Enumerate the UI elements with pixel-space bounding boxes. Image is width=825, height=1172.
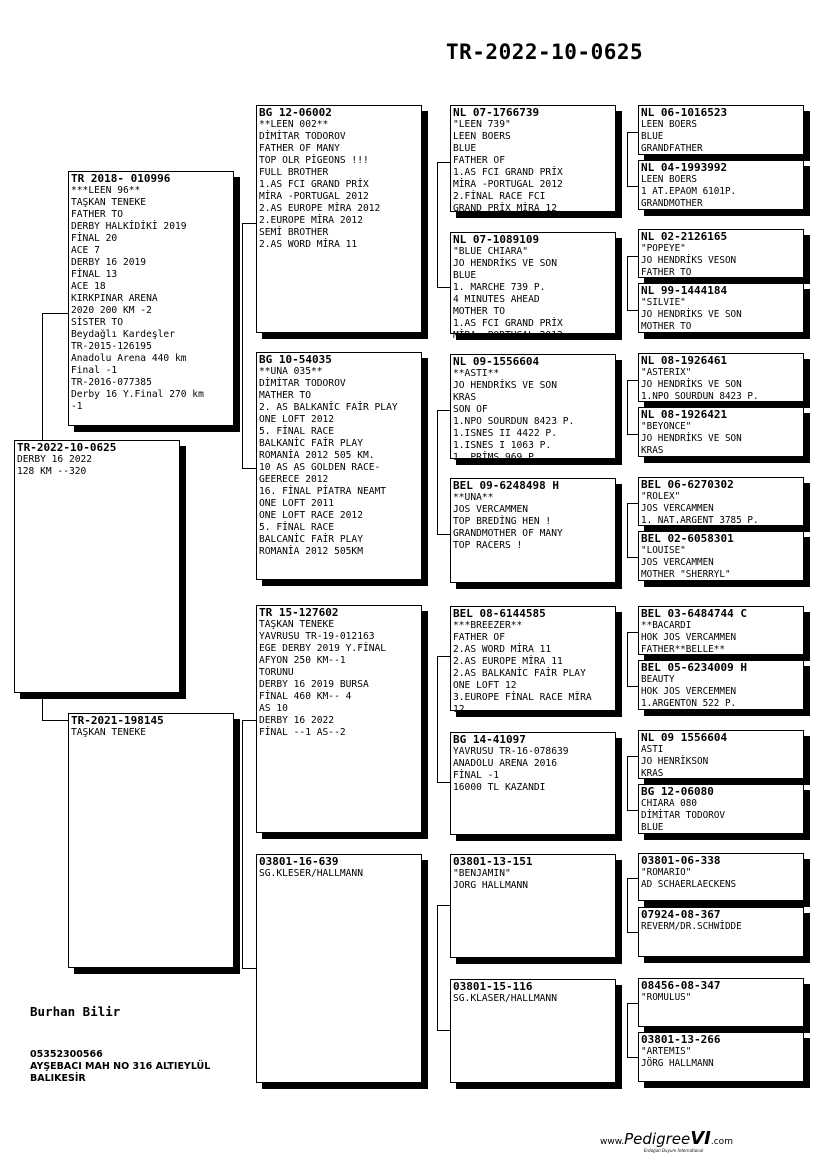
pigeon-info-line: KRAS: [641, 768, 664, 779]
pigeon-ring-number: BEL 09-6248498 H: [453, 479, 559, 492]
subject-pigeon-box: [14, 440, 180, 693]
pigeon-info-line: BLUE: [453, 143, 477, 154]
pigeon-info-line: MİRA -PORTUGAL 2012: [453, 179, 563, 190]
pigeon-info-line: ROMANİA 2012 505 KM.: [259, 450, 375, 461]
pigeon-info-line: FATHER OF: [453, 632, 505, 643]
owner-name: Burhan Bilir: [30, 1004, 121, 1019]
connector: [627, 132, 628, 186]
connector: [242, 223, 257, 224]
pigeon-ring-number: BEL 02-6058301: [641, 532, 734, 545]
pigeon-info-line: 1.AS FCI GRAND PRİX: [453, 318, 563, 329]
pedigree-title: TR-2022-10-0625: [446, 40, 644, 64]
pigeon-info-line: FATHER OF: [453, 155, 505, 166]
pigeon-info-line: 128 KM --320: [17, 466, 87, 477]
owner-phone: 05352300566: [30, 1049, 103, 1060]
pigeon-info-line: TAŞKAN TENEKE: [71, 197, 147, 208]
pigeon-ring-number: 07924-08-367: [641, 908, 721, 921]
pigeon-info-line: YAVRUSU TR-19-012163: [259, 631, 375, 642]
pigeon-info-line: 1. PRİMS 969 P.: [453, 452, 540, 463]
pigeon-info-line: TR-2016-077385: [71, 377, 152, 388]
connector: [627, 686, 638, 687]
pigeon-info-line: 2020 200 KM -2: [71, 305, 152, 316]
pigeon-info-line: TAŞKAN TENEKE: [259, 619, 335, 630]
pigeon-info-line: DİMİTAR TODOROV: [259, 131, 346, 142]
pigeon-info-line: 3.EUROPE FİNAL RACE MİRA: [453, 692, 592, 703]
pigeon-ring-number: TR-2022-10-0625: [17, 441, 117, 454]
pigeon-ring-number: BEL 05-6234009 H: [641, 661, 747, 674]
pigeon-info-line: JOS VERCAMMEN: [641, 503, 714, 514]
g4-box-8: [638, 531, 804, 581]
g4-box-1: [638, 105, 804, 155]
pigeon-info-line: JOS VERCAMMEN: [453, 504, 529, 515]
pigeon-info-line: DİMİTAR TODOROV: [641, 810, 725, 821]
pigeon-ring-number: BEL 06-6270302: [641, 478, 734, 491]
pigeon-info-line: Derby 16 Y.Final 270 km: [71, 389, 204, 400]
logo-brand: Pedigree: [624, 1130, 691, 1148]
connector: [627, 380, 638, 381]
pigeon-info-line: **UNA 035**: [259, 366, 323, 377]
pigeon-info-line: GRANDMOTHER OF MANY: [453, 528, 563, 539]
connector: [42, 313, 69, 314]
sss-box: [450, 105, 616, 212]
pigeon-info-line: JO HENDRİKS VE SON: [641, 309, 742, 320]
g4-box-5: [638, 353, 804, 402]
pigeon-info-line: KRAS: [453, 392, 477, 403]
pigeon-info-line: JO HENDRİKS VE SON: [453, 380, 557, 391]
pigeon-info-line: EGE DERBY 2019 Y.FİNAL: [259, 643, 387, 654]
pigeon-ring-number: 08456-08-347: [641, 979, 721, 992]
logo-tagline: Erdoğan Duyum İnternational: [644, 1148, 704, 1153]
pigeon-info-line: FATHER**BELLE**: [641, 644, 725, 655]
connector: [627, 256, 638, 257]
pigeon-info-line: 1. MARCHE 739 P.: [453, 282, 546, 293]
pigeon-ring-number: 03801-16-639: [259, 855, 339, 868]
pigeon-ring-number: BEL 03-6484744 C: [641, 607, 747, 620]
connector: [437, 905, 438, 1030]
pigeon-info-line: 2.AS BALKANİC FAİR PLAY: [453, 668, 586, 679]
pigeon-info-line: 5. FİNAL RACE: [259, 522, 335, 533]
pigeon-info-line: MİRA -PORTUGAL 2012: [259, 191, 369, 202]
pigeon-info-line: ANADOLU ARENA 2016: [453, 758, 557, 769]
connector: [437, 162, 450, 163]
pigeon-info-line: FATHER OF MANY: [259, 143, 340, 154]
g4-box-2: [638, 160, 804, 210]
pigeon-ring-number: BEL 08-6144585: [453, 607, 546, 620]
pigeon-info-line: LEEN BOERS: [641, 174, 697, 185]
pigeon-info-line: "ARTEMIS": [641, 1046, 692, 1057]
pigeon-info-line: MİRA -PORTUGAL 2012: [453, 330, 563, 341]
pigeon-info-line: AFYON 250 KM--1: [259, 655, 346, 666]
connector: [437, 656, 450, 657]
g4-box-11: [638, 730, 804, 779]
pigeon-info-line: TAŞKAN TENEKE: [71, 727, 147, 738]
pigeon-info-line: TOP RACERS !: [453, 540, 523, 551]
pigeon-info-line: Anadolu Arena 440 km: [71, 353, 187, 364]
pigeon-info-line: **LEEN 002**: [259, 119, 329, 130]
pigeon-info-line: ONE LOFT RACE 2012: [259, 510, 363, 521]
pigeon-info-line: 2.AS EUROPE MİRA 2012: [259, 203, 381, 214]
pigeon-info-line: SG.KLASER/HALLMANN: [453, 993, 557, 1004]
connector: [42, 720, 69, 721]
pigeon-info-line: ONE LOFT 12: [453, 680, 517, 691]
pigeon-info-line: REVERM/DR.SCHWİDDE: [641, 921, 742, 932]
ssd-box: [450, 232, 616, 341]
pigeon-info-line: MOTHER "SHERRYL": [641, 569, 731, 580]
pigeon-info-line: DERBY 16 2019: [71, 257, 147, 268]
g4-box-7: [638, 477, 804, 526]
pigeon-info-line: BALCANİC FAİR PLAY: [259, 534, 363, 545]
pigeon-info-line: "LEEN 739": [453, 119, 511, 130]
pigeon-info-line: ***BREEZER**: [453, 620, 523, 631]
g4-box-14: [638, 907, 804, 957]
pigeon-info-line: ONE LOFT 2011: [259, 498, 335, 509]
pigeon-info-line: 1. NAT.ARGENT 3785 P.: [641, 515, 759, 526]
sire-dam-box: [256, 352, 422, 580]
pigeon-info-line: ***LEEN 96**: [71, 185, 141, 196]
pigeon-info-line: TORUNU: [259, 667, 294, 678]
pigeon-info-line: "SILVIE": [641, 297, 686, 308]
pigeon-info-line: "BENJAMIN": [453, 868, 511, 879]
pigeon-info-line: FULL BROTHER: [259, 167, 329, 178]
pigeon-ring-number: NL 07-1766739: [453, 106, 540, 119]
pigeon-info-line: 16000 TL KAZANDI: [453, 782, 546, 793]
pigeon-info-line: 16. FİNAL PİATRA NEAMT: [259, 486, 387, 497]
pigeon-info-line: 2.AS WORD MİRA 11: [453, 644, 552, 655]
connector: [437, 905, 450, 906]
pigeon-info-line: ROMANİA 2012 505KM: [259, 546, 363, 557]
connector: [242, 720, 243, 968]
dsd-box: [450, 732, 616, 835]
pigeon-info-line: "ROMULUS": [641, 992, 692, 1003]
pigeon-ring-number: TR 15-127602: [259, 606, 339, 619]
pigeon-ring-number: NL 02-2126165: [641, 230, 728, 243]
pigeon-info-line: BALKANİC FAİR PLAY: [259, 438, 363, 449]
connector: [627, 756, 638, 757]
pigeon-info-line: Beydağlı Kardeşler: [71, 329, 175, 340]
pigeon-info-line: FİNAL -1: [453, 770, 500, 781]
pigeon-info-line: "ROLEX": [641, 491, 681, 502]
connector: [627, 632, 628, 686]
connector: [627, 380, 628, 434]
pigeon-info-line: 2.AS EUROPE MİRA 11: [453, 656, 563, 667]
owner-contact: [30, 1049, 210, 1085]
logo-suffix: .com: [710, 1137, 733, 1147]
connector: [627, 1003, 628, 1057]
pigeon-info-line: BLUE: [641, 131, 664, 142]
pigeon-info-line: JORG HALLMANN: [453, 880, 529, 891]
connector: [437, 162, 438, 287]
pigeon-info-line: 2.EUROPE MİRA 2012: [259, 215, 363, 226]
connector: [627, 256, 628, 310]
connector: [627, 434, 638, 435]
pigeon-info-line: JO HENRİKSON: [641, 756, 709, 767]
pigeon-info-line: 12: [453, 704, 465, 715]
pigeon-info-line: JO HENDRİKS VE SON: [453, 258, 557, 269]
pigeon-info-line: KRAS: [641, 445, 664, 456]
sds-box: [450, 354, 616, 463]
pigeon-info-line: SG.KLESER/HALLMANN: [259, 868, 363, 879]
pigeon-info-line: DERBY HALKİDİKİ 2019: [71, 221, 187, 232]
pigeon-ring-number: NL 04-1993992: [641, 161, 728, 174]
pigeon-info-line: 1 AT.EPAOM 6101P.: [641, 186, 737, 197]
connector: [437, 1030, 450, 1031]
dam-dam-box: [256, 854, 422, 1083]
connector: [627, 878, 638, 879]
pigeon-info-line: 1.ISNES I 1063 P.: [453, 440, 552, 451]
g4-box-4: [638, 283, 804, 333]
pigeon-info-line: 10 AS AS GOLDEN RACE-: [259, 462, 381, 473]
pigeon-info-line: FATHER TO: [71, 209, 123, 220]
pigeon-info-line: JOS VERCAMMEN: [641, 557, 714, 568]
pigeon-info-line: FİNAL 460 KM-- 4: [259, 691, 352, 702]
pigeon-info-line: GEERECE 2012: [259, 474, 329, 485]
pigeon-info-line: MOTHER TO: [641, 321, 692, 332]
pigeon-info-line: "ROMARIO": [641, 867, 692, 878]
dam-sire-box: [256, 605, 422, 833]
pigeon-info-line: "BEYONCE": [641, 421, 692, 432]
pigeon-info-line: JO HENDRİKS VE SON: [641, 379, 742, 390]
g4-box-15: [638, 978, 804, 1027]
g4-box-3: [638, 229, 804, 278]
g4-box-9: [638, 606, 804, 655]
pigeon-info-line: 4 MINUTES AHEAD: [453, 294, 540, 305]
connector: [627, 932, 638, 933]
pigeon-ring-number: NL 07-1089109: [453, 233, 540, 246]
connector: [627, 557, 638, 558]
g4-box-16: [638, 1032, 804, 1082]
pigeon-info-line: **BACARDI: [641, 620, 692, 631]
pigeon-info-line: 1.NPO SOURDUN 8423 P.: [453, 416, 575, 427]
pigeon-info-line: FİNAL 20: [71, 233, 118, 244]
pigeon-ring-number: 03801-15-116: [453, 980, 533, 993]
pigeon-info-line: FİNAL --1 AS--2: [259, 727, 346, 738]
connector: [437, 410, 438, 534]
connector: [627, 310, 638, 311]
pigeon-info-line: YAVRUSU TR-16-078639: [453, 746, 569, 757]
pigeon-info-line: SİSTER TO: [71, 317, 123, 328]
pigeon-info-line: MOTHER TO: [453, 306, 505, 317]
pigeon-info-line: CHIARA 080: [641, 798, 697, 809]
connector: [627, 186, 638, 187]
pigeon-ring-number: BG 12-06002: [259, 106, 332, 119]
connector: [627, 503, 638, 504]
pigeon-info-line: SEMİ BROTHER: [259, 227, 329, 238]
pigeon-info-line: GRAND PRİX MİRA 12: [453, 203, 557, 214]
pigeon-ring-number: TR 2018- 010996: [71, 172, 171, 185]
ddd-box: [450, 979, 616, 1083]
pigeon-info-line: JÖRG HALLMANN: [641, 1058, 714, 1069]
dds-box: [450, 854, 616, 958]
pigeon-info-line: MATHER TO: [259, 390, 311, 401]
sdd-box: [450, 478, 616, 583]
pigeon-info-line: FATHER TO: [641, 267, 692, 278]
pigeon-info-line: "BLUE CHIARA": [453, 246, 529, 257]
pigeon-ring-number: NL 09 1556604: [641, 731, 728, 744]
g4-box-6: [638, 407, 804, 457]
connector: [242, 468, 257, 469]
pigeon-info-line: ASTI: [641, 744, 664, 755]
dss-box: [450, 606, 616, 715]
pigeon-info-line: JO HENDRİKS VESON: [641, 255, 737, 266]
pigeon-info-line: HOK JOS VERCEMMEN: [641, 686, 737, 697]
connector: [627, 1003, 638, 1004]
pigeon-info-line: -1: [71, 401, 83, 412]
connector: [627, 756, 628, 810]
pigeon-ring-number: 03801-13-151: [453, 855, 533, 868]
pigeon-info-line: 1.ARGENTON 522 P.: [641, 698, 737, 709]
pigeon-info-line: "LOUISE": [641, 545, 686, 556]
connector: [437, 410, 450, 411]
connector: [437, 656, 438, 782]
pigeon-info-line: DERBY 16 2022: [17, 454, 93, 465]
pigeon-ring-number: NL 06-1016523: [641, 106, 728, 119]
pigeon-ring-number: TR-2021-198145: [71, 714, 164, 727]
pigeon-info-line: 2. AS BALKANİC FAİR PLAY: [259, 402, 398, 413]
pigeon-info-line: 1.ISNES II 4422 P.: [453, 428, 557, 439]
connector: [627, 503, 628, 557]
pigeon-info-line: DERBY 16 2019 BURSA: [259, 679, 369, 690]
connector: [437, 534, 450, 535]
pigeon-info-line: **UNA**: [453, 492, 494, 503]
logo-mark: VI: [690, 1128, 711, 1149]
pigeon-ring-number: NL 09-1556604: [453, 355, 540, 368]
pigeon-info-line: 1.NPO SOURDUN 8423 P.: [641, 391, 759, 402]
pigeon-info-line: "POPEYE": [641, 243, 686, 254]
pigeon-info-line: 1.AS FCI GRAND PRİX: [453, 167, 563, 178]
connector: [242, 720, 257, 721]
owner-address: AYŞEBACI MAH NO 316 ALTIEYLÜL: [30, 1061, 211, 1072]
g4-box-12: [638, 784, 804, 834]
pigeon-info-line: SON OF: [453, 404, 488, 415]
pigeon-info-line: **ASTI**: [453, 368, 500, 379]
pigeon-ring-number: NL 08-1926461: [641, 354, 728, 367]
connector: [242, 223, 243, 468]
pigeon-info-line: ONE LOFT 2012: [259, 414, 335, 425]
pigeon-info-line: DERBY 16 2022: [259, 715, 335, 726]
connector: [627, 132, 638, 133]
connector: [627, 878, 628, 932]
pigeon-ring-number: BG 14-41097: [453, 733, 526, 746]
pigeon-info-line: AD SCHAERLAECKENS: [641, 879, 737, 890]
pigeon-info-line: ACE 18: [71, 281, 106, 292]
pigeon-info-line: TR-2015-126195: [71, 341, 152, 352]
pigeon-ring-number: BG 10-54035: [259, 353, 332, 366]
pigeon-info-line: BEAUTY: [641, 674, 675, 685]
pigeon-info-line: 2.AS WORD MİRA 11: [259, 239, 358, 250]
pigeon-info-line: 5. FİNAL RACE: [259, 426, 335, 437]
pigeon-info-line: FİNAL 13: [71, 269, 118, 280]
connector: [627, 632, 638, 633]
pigeon-info-line: 2.FİNAL RACE FCI: [453, 191, 546, 202]
pigeon-info-line: GRANDFATHER: [641, 143, 703, 154]
pigeon-info-line: LEEN BOERS: [453, 131, 511, 142]
connector: [437, 287, 450, 288]
pigeon-info-line: GRANDMOTHER: [641, 198, 703, 209]
pigeon-ring-number: NL 08-1926421: [641, 408, 728, 421]
pigeon-info-line: TOP OLR PİGEONS !!!: [259, 155, 369, 166]
sire-sire-box: [256, 105, 422, 333]
pigeon-info-line: ACE 7: [71, 245, 100, 256]
owner-city: BALIKESİR: [30, 1073, 86, 1084]
pigeon-info-line: "ASTERIX": [641, 367, 692, 378]
g4-box-13: [638, 853, 804, 901]
pigeon-info-line: BLUE: [453, 270, 477, 281]
pigeon-ring-number: BG 12-06080: [641, 785, 714, 798]
pigeon-ring-number: NL 99-1444184: [641, 284, 728, 297]
logo-prefix: www.: [600, 1137, 625, 1147]
pigeon-info-line: JO HENDRİKS VE SON: [641, 433, 742, 444]
pedigree-logo: [600, 1128, 733, 1153]
connector: [627, 1057, 638, 1058]
pigeon-info-line: LEEN BOERS: [641, 119, 697, 130]
pigeon-info-line: Final -1: [71, 365, 118, 376]
connector: [242, 968, 257, 969]
pigeon-info-line: DİMİTAR TODOROV: [259, 378, 346, 389]
connector: [627, 810, 638, 811]
dam-box: [68, 713, 234, 968]
pigeon-ring-number: 03801-06-338: [641, 854, 721, 867]
pigeon-info-line: KIRKPINAR ARENA: [71, 293, 158, 304]
pigeon-ring-number: 03801-13-266: [641, 1033, 721, 1046]
connector: [437, 782, 450, 783]
pigeon-info-line: HOK JOS VERCAMMEN: [641, 632, 737, 643]
sire-box: [68, 171, 234, 426]
pigeon-info-line: 1.AS FCI GRAND PRİX: [259, 179, 369, 190]
pigeon-info-line: BLUE: [641, 822, 664, 833]
pigeon-info-line: TOP BREDİNG HEN !: [453, 516, 552, 527]
g4-box-10: [638, 660, 804, 710]
pigeon-info-line: AS 10: [259, 703, 288, 714]
